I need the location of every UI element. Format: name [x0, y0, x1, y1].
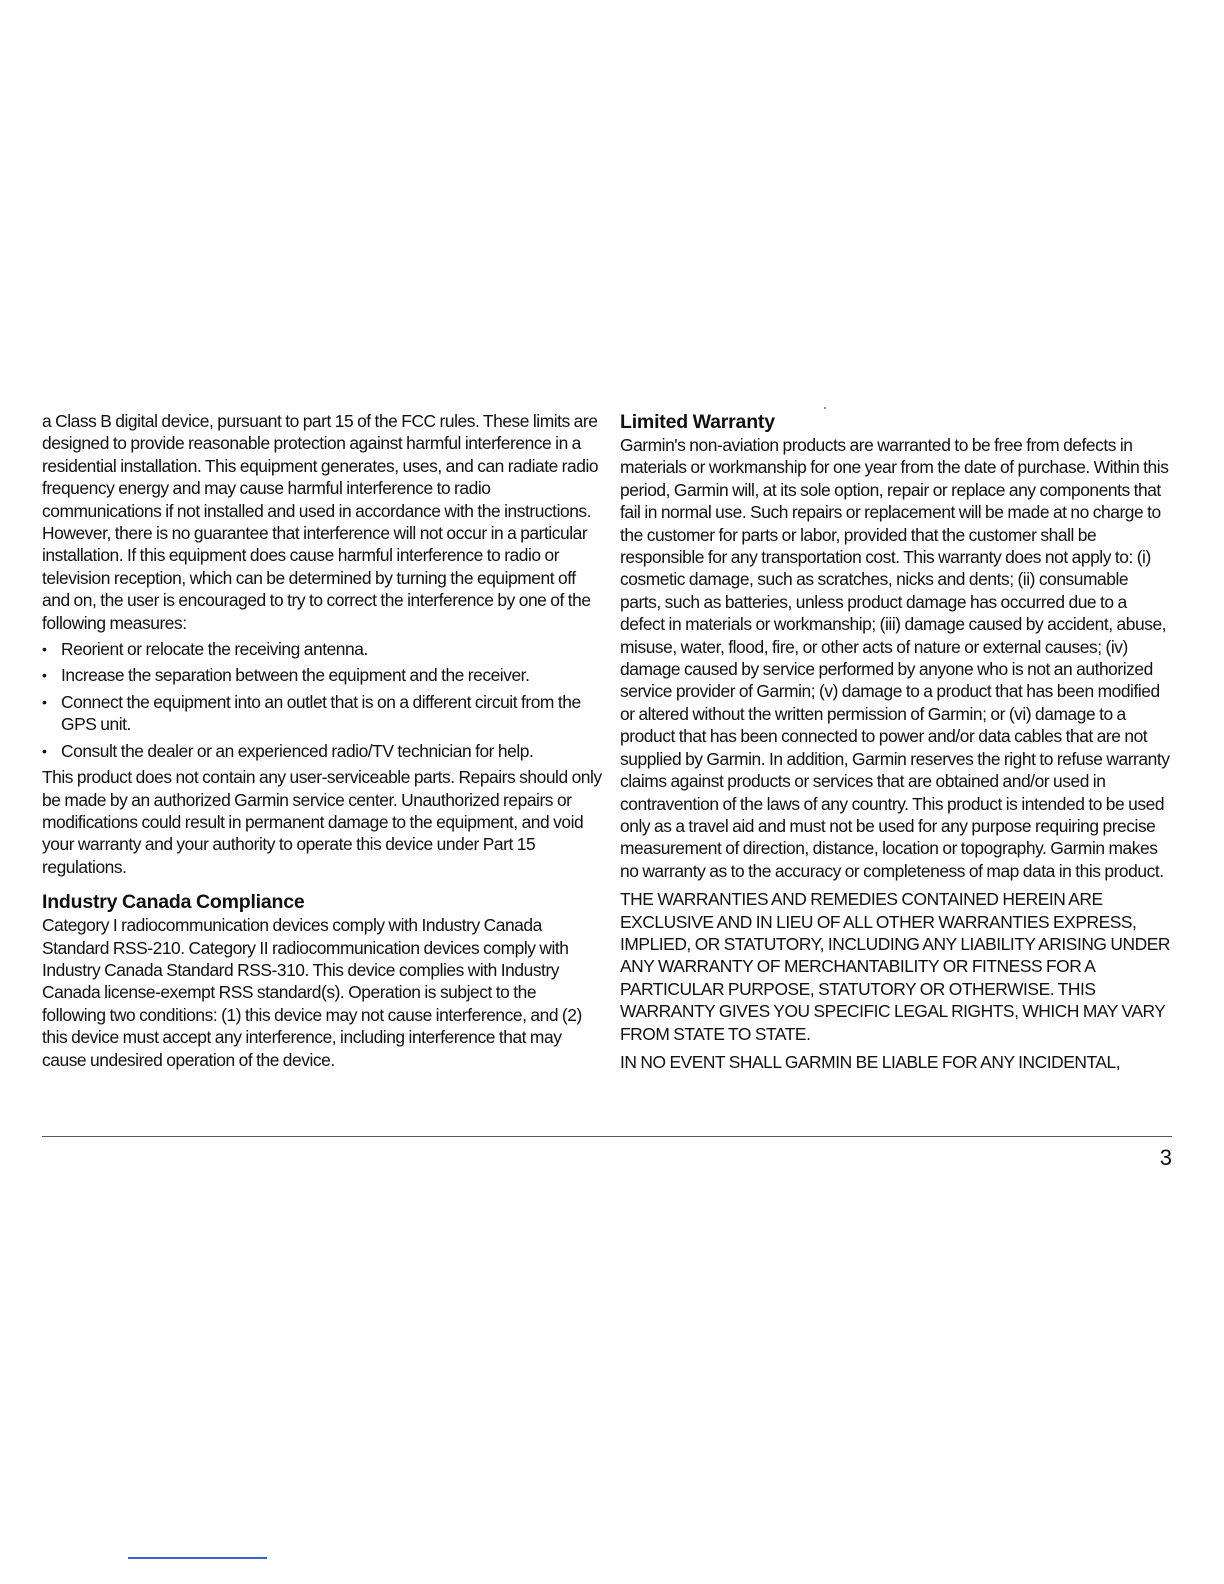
warranty-disclaimer-paragraph: THE WARRANTIES AND REMEDIES CONTAINED HEREIN ARE EXCLUSIVE AND IN LIEU OF ALL OTHER WARRANTIES EXPRESS, IMPLIED, OR STATUTORY, INCLUDING ANY LIABILITY ARISING UNDER ANY WARRANTY OF MERCHANTABILITY OR FITNESS FOR A PARTICULAR PURPOSE, STATUTORY OR OTHERWISE. THIS WARRANTY GIVES YOU SPECIFIC LEGAL RIGHTS, WHICH MAY VARY FROM STATE TO STATE.	[620, 889, 1170, 1044]
interference-measures-list	[42, 638, 602, 762]
industry-canada-heading: Industry Canada Compliance	[42, 891, 305, 914]
fcc-intro-paragraph: a Class B digital device, pursuant to part 15 of the FCC rules. These limits are designed to provide reasonable protection against harmful interference in a residential installation. This equipment generates, uses, and can radiate radio frequency energy and may cause harmful interference to radio communications if not installed and used in accordance with the instructions. However, there is no guarantee that interference will not occur in a particular installation. If this equipment does cause harmful interference to radio or television reception, which can be determined by turning the equipment off and on, the user is encouraged to try to correct the interference by one of the following measures:	[42, 411, 599, 633]
page-number: 3	[1159, 1145, 1172, 1170]
list-item: • Reorient or relocate the receiving antenna.	[42, 639, 368, 660]
limited-warranty-heading: Limited Warranty	[620, 411, 775, 433]
scan-edge-mark	[128, 1557, 267, 1559]
bullet-icon: •	[42, 667, 47, 684]
industry-canada-paragraph: Category I radiocommunication devices comply with Industry Canada Standard RSS-210. Category II radiocommunication devices comply with Industry Canada Standard RSS-310. This device complies with Industry Canada license-exempt RSS standard(s). Operation is subject to the following two conditions: (1) this device may not cause interference, and (2) this device must accept any interference, including interference that may cause undesired operation of the device.	[42, 915, 582, 1070]
service-paragraph: This product does not contain any user-serviceable parts. Repairs should only be made by an authorized Garmin service center. Unauthorized repairs or modifications could result in permanent damage to the equipment, and void your warranty and your authority to operate this device under Part 15 regulations.	[42, 767, 602, 877]
list-item: • Connect the equipment into an outlet that is on a different circuit from the GPS unit.	[42, 691, 581, 735]
right-column	[620, 410, 1172, 1074]
warranty-paragraph: Garmin's non-aviation products are warranted to be free from defects in materials or workmanship for one year from the date of purchase. Within this period, Garmin will, at its sole option, repair or replace any components that fail in normal use. Such repairs or replacement will be made at no charge to the customer for parts or labor, provided that the customer shall be responsible for any transportation cost. This warranty does not apply to: (i) cosmetic damage, such as scratches, nicks and dents; (ii) consumable parts, such as batteries, unless product damage has occurred due to a defect in materials or workmanship; (iii) damage caused by accident, abuse, misuse, water, flood, fire, or other acts of nature or external causes; (iv) damage caused by service performed by anyone who is not an authorized service provider of Garmin; (v) damage to a product that has been modified or altered without the written permission of Garmin; or (vi) damage to a product that has been connected to power and/or data cables that are not supplied by Garmin. In addition, Garmin reserves the right to refuse warranty claims against products or services that are obtained and/or used in contravention of the laws of any country. This product is intended to be used only as a travel aid and must not be used for any purpose requiring precise measurement of direction, distance, location or topography. Garmin makes no warranty as to the accuracy or completeness of map data in this product.	[620, 435, 1170, 881]
scan-speck	[824, 407, 826, 409]
left-column	[42, 410, 602, 1072]
bullet-icon: •	[42, 641, 47, 658]
footer-divider	[42, 1136, 1172, 1137]
bullet-icon: •	[42, 742, 47, 759]
bullet-icon: •	[42, 693, 47, 710]
list-item: • Increase the separation between the equipment and the receiver.	[42, 665, 530, 686]
liability-line: IN NO EVENT SHALL GARMIN BE LIABLE FOR ANY INCIDENTAL,	[620, 1051, 1121, 1072]
list-item: • Consult the dealer or an experienced radio/TV technician for help.	[42, 740, 534, 761]
